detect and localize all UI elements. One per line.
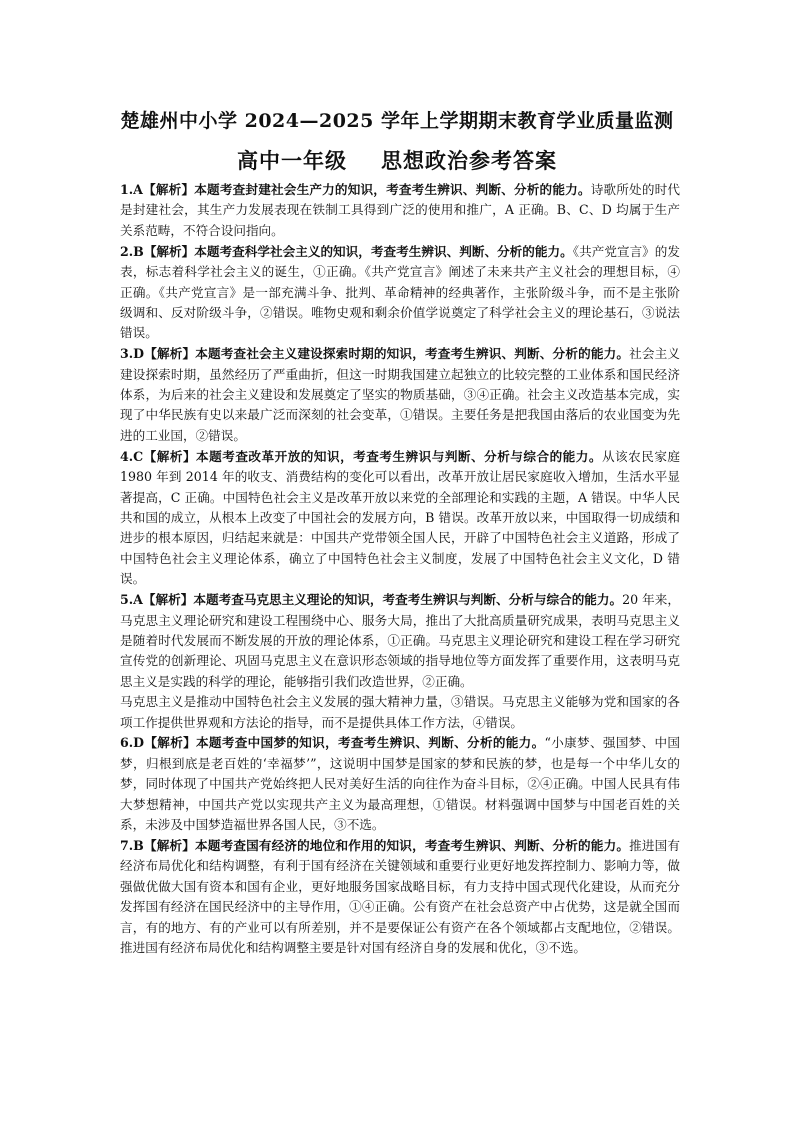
answer-paragraph [120, 447, 680, 590]
answer-text: 20 年来，马克思主义理论研究和建设工程围绕中心、服务大局，推出了大批高质量研究成果，表明马克思主义是随着时代发展而不断发展的开放的理论体系，①正确。马克思主义理论研究和建设工程在学习研究宣传党的创新理论、巩固马克思主义在意识形态领域的指导地位等方面发挥了重要作用，这表明马克思主义是实践的科学的理论，能够指引我们改造世界，②正确。 [120, 592, 681, 689]
answer-paragraph: 马克思主义是推动中国特色社会主义发展的强大精神力量，③错误。马克思主义能够为党和国家的各项工作提供世界观和方法论的指导，而不是提供具体工作方法，④错误。 [120, 694, 680, 730]
answer-paragraph [120, 242, 680, 344]
answer-heading: 4.C【解析】本题考查改革开放的知识，考查考生辨识与判断、分析与综合的能力。 [120, 448, 602, 464]
answer-paragraph [120, 344, 680, 446]
answer-heading: 2.B【解析】本题考查科学社会主义的知识，考查考生辨识、判断、分析的能力。 [120, 243, 573, 259]
page-title [0, 145, 794, 175]
answer-text: 《共产党宣言》的发表，标志着科学社会主义的诞生，①正确。《共产党宣言》阐述了未来共产主义社会的理想目标，④正确。《共产党宣言》是一部充满斗争、批判、革命精神的经典著作，主张阶级斗争，而不是主张阶级调和、反对阶级斗争，②错误。唯物史观和剩余价值学说奠定了科学社会主义的理论基石，③说法错误。 [120, 243, 681, 341]
answer-heading: 7.B【解析】本题考查国有经济的地位和作用的知识，考查考生辨识、判断、分析的能力。 [120, 838, 630, 853]
answer-heading: 3.D【解析】本题考查社会主义建设探索时期的知识，考查考生辨识、判断、分析的能力。 [120, 346, 630, 362]
answer-text: “小康梦、强国梦、中国梦，归根到底是老百姓的‘幸福梦’”，这说明中国梦是国家的梦和民族的梦，也是每一个中华儿女的梦，同时体现了中国共产党始终把人民对美好生活的向往作为奋斗目标，②④正确。中国人民具有伟大梦想精神，中国共产党以实现共产主义为最高理想，①错误。材料强调中国梦与中国老百姓的关系，未涉及中国梦造福世界各国人民，③不选。 [120, 735, 680, 833]
answer-paragraph [120, 836, 680, 958]
answer-item-7 [120, 836, 680, 958]
answer-heading: 5.A【解析】本题考查马克思主义理论的知识，考查考生辨识与判断、分析与综合的能力。 [120, 592, 623, 608]
answer-paragraph [120, 590, 680, 692]
exam-title: 楚雄州中小学 2024—2025 学年上学期期末教育学业质量监测 [120, 110, 674, 132]
answer-item-3 [120, 344, 680, 446]
answer-text: 推进国有经济布局优化和结构调整，有利于国有经济在关键领域和重要行业更好地发挥控制力、影响力等，做强做优做大国有资本和国有企业，更好地服务国家战略目标，有力支持中国式现代化建设，从而充分发挥国有经济在国民经济中的主导作用，①④正确。公有资产在社会总资产中占优势，这是就全国而言，有的地方、有的产业可以有所差别，并不是要保证公有资产在各个领域都占支配地位，②错误。推进国有经济布局优化和结构调整主要是针对国有经济自身的发展和优化，③不选。 [120, 838, 681, 956]
answer-paragraph [120, 180, 680, 241]
answer-item-1 [120, 180, 680, 241]
answer-item-2 [120, 242, 680, 344]
subject-label: 思想政治参考答案 [381, 148, 557, 173]
answer-list [120, 180, 680, 959]
answer-text: 诗歌所处的时代是封建社会，其生产力发展表现在铁制工具得到广泛的使用和推广，A 正确。B、C、D 均属于生产关系范畴，不符合设问指向。 [120, 182, 681, 238]
answer-paragraph [120, 733, 680, 835]
answer-text: 从该农民家庭 1980 年到 2014 年的收支、消费结构的变化可以看出，改革开放让居民家庭收入增加，生活水平显著提高，C 正确。中国特色社会主义是改革开放以来党的全部理论和实践的主题，A 错误。中华人民共和国的成立，从根本上改变了中国社会的发展方向，B 错误。改革开放以来，中国取得一切成绩和进步的根本原因，归结起来就是：中国共产党带领全国人民，开辟了中国特色社会主义道路，形成了中国特色社会主义理论体系，确立了中国特色社会主义制度，发展了中国特色社会主义文化，D 错误。 [120, 448, 681, 587]
answer-item-5 [120, 590, 680, 733]
answer-item-6 [120, 733, 680, 835]
answer-heading: 1.A【解析】本题考查封建社会生产力的知识，考查考生辨识、判断、分析的能力。 [120, 182, 591, 197]
answer-text: 社会主义建设探索时期，虽然经历了严重曲折，但这一时期我国建立起独立的比较完整的工业体系和国民经济体系，为后来的社会主义建设和发展奠定了坚实的物质基础，③④正确。社会主义改造基本完成，实现了中华民族有史以来最广泛而深刻的社会变革，①错误。主要任务是把我国由落后的农业国变为先进的工业国，②错误。 [120, 346, 680, 443]
answer-item-4 [120, 447, 680, 590]
answer-heading: 6.D【解析】本题考查中国梦的知识，考查考生辨识、判断、分析的能力。 [120, 735, 545, 751]
grade-label: 高中一年级 [237, 148, 347, 173]
